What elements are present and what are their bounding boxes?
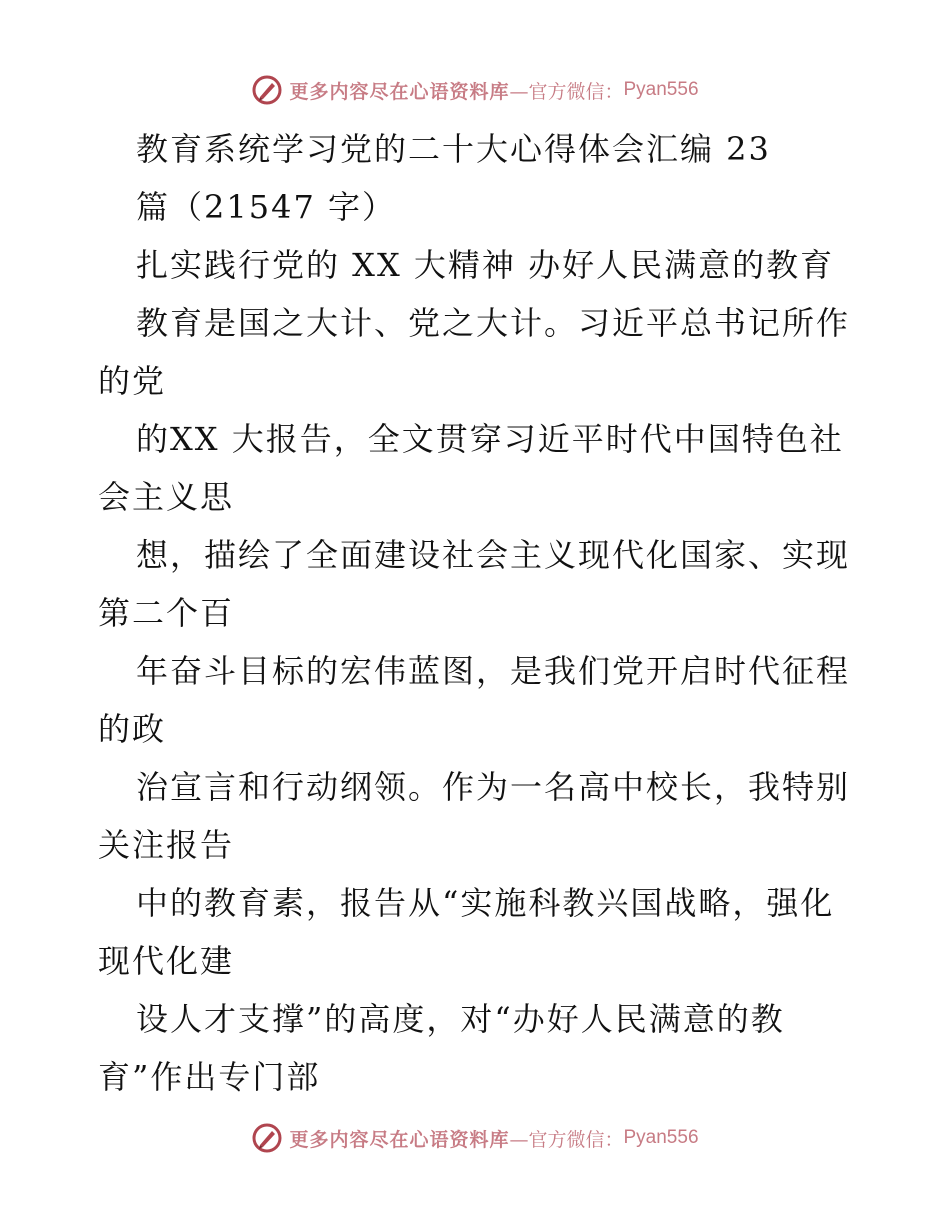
doc-text-line: 的党 <box>98 362 167 400</box>
pen-logo-icon <box>251 1122 283 1154</box>
doc-text-line: 现代化建 <box>98 942 235 980</box>
doc-text-line: 年奋斗目标的宏伟蓝图，是我们党开启时代征程 <box>136 652 851 690</box>
doc-text-line: 治宣言和行动纲领。作为一名高中校长，我特别 <box>136 768 851 806</box>
doc-text-line: 第二个百 <box>98 594 235 632</box>
footer-banner-wechat-id: Pyan556 <box>623 1127 699 1148</box>
doc-text-line: 想，描绘了全面建设社会主义现代化国家、实现 <box>136 536 851 574</box>
doc-text-line: 育”作出专门部 <box>98 1058 321 1096</box>
doc-text-line: 会主义思 <box>98 478 235 516</box>
doc-text-line: 关注报告 <box>98 826 235 864</box>
doc-text-line: 中的教育素，报告从“实施科教兴国战略，强化 <box>136 884 835 922</box>
doc-text-line: 的政 <box>98 710 167 748</box>
doc-text-line: 设人才支撑”的高度，对“办好人民满意的教 <box>136 1000 785 1038</box>
header-banner-wechat-id: Pyan556 <box>623 79 699 100</box>
document-body <box>98 120 858 1106</box>
doc-text-line: 的XX 大报告，全文贯穿习近平时代中国特色社 <box>136 420 844 458</box>
footer-banner-title: 更多内容尽在心语资料库 <box>289 1128 510 1151</box>
header-watermark-banner <box>0 70 950 110</box>
doc-title-line-1: 教育系统学习党的二十大心得体会汇编 23 <box>136 130 771 168</box>
footer-watermark-banner <box>0 1118 950 1158</box>
footer-banner-wechat-label: —官方微信： <box>509 1128 624 1151</box>
doc-title-line-2: 篇（21547 字） <box>136 188 396 226</box>
header-banner-title: 更多内容尽在心语资料库 <box>289 80 510 103</box>
header-banner-wechat-label: —官方微信： <box>509 80 624 103</box>
doc-text-line: 教育是国之大计、党之大计。习近平总书记所作 <box>136 304 851 342</box>
pen-logo-icon <box>251 74 283 106</box>
doc-heading: 扎实践行党的 XX 大精神 办好人民满意的教育 <box>136 246 835 284</box>
